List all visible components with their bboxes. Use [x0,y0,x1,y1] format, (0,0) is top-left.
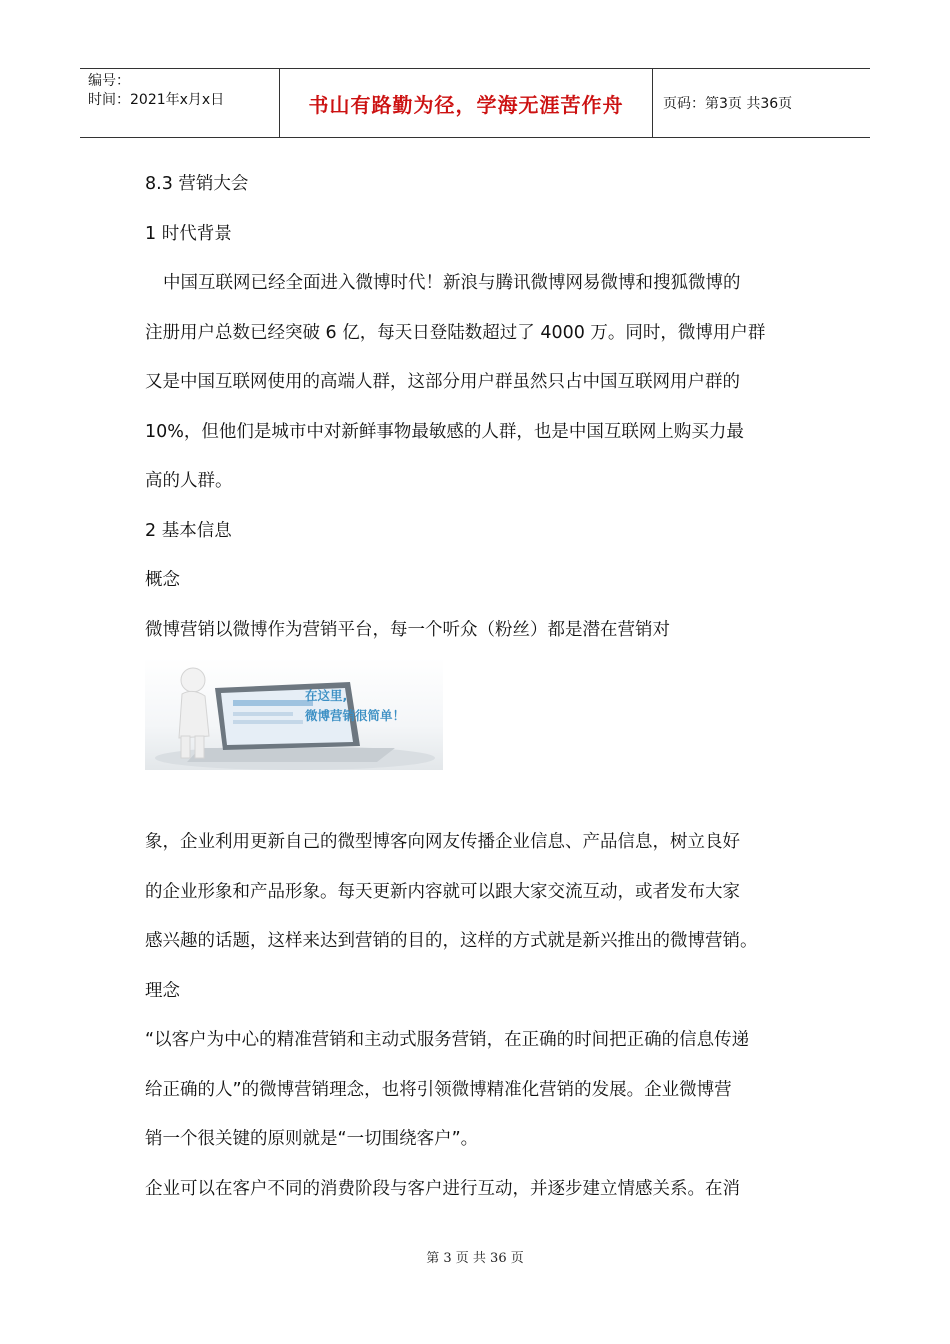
topic-label: 概念 [145,570,180,590]
page-header [80,68,870,138]
caption-line: 微博营销很简单！ [305,708,406,723]
header-motto: 书山有路勤为径，学海无涯苦作舟 [308,92,624,117]
paragraph-line: 感兴趣的话题，这样来达到营销的目的，这样的方式就是新兴推出的微博营销。 [145,931,758,951]
topic-label: 理念 [145,980,180,1001]
paragraph-line: 企业可以在客户不同的消费阶段与客户进行互动，并逐步建立情感关系。在消 [145,1178,740,1199]
paragraph-line: “以客户为中心的精准营销和主动式服务营销，在正确的时间把正确的信息传递 [145,1030,750,1050]
subsection-heading: 1 时代背景 [145,223,232,244]
subsection-heading: 2 基本信息 [145,520,232,541]
time-label: 时间：2021年x月x日 [88,92,225,108]
paragraph-line: 销一个很关键的原则就是“一切围绕客户”。 [145,1129,479,1149]
paragraph-line: 的企业形象和产品形象。每天更新内容就可以跟大家交流互动，或者发布大家 [145,881,740,902]
paragraph-line: 象，企业利用更新自己的微型博客向网友传播企业信息、产品信息，树立良好 [145,832,740,852]
paragraph-line: 又是中国互联网使用的高端人群，这部分用户群虽然只占中国互联网用户群的 [145,372,740,392]
header-page-info: 页码：第3页 共36页 [663,96,793,112]
paragraph-line: 给正确的人”的微博营销理念，也将引领微博精准化营销的发展。企业微博营 [145,1079,732,1100]
header-motto-cell [280,69,653,137]
page-footer: 第 3 页 共 36 页 [426,1251,524,1266]
paragraph-line: 高的人群。 [145,471,233,491]
paragraph-line: 中国互联网已经全面进入微博时代！新浪与腾讯微博网易微博和搜狐微博的 [163,273,741,293]
weibo-marketing-illustration [145,658,443,770]
paragraph-line: 10%，但他们是城市中对新鲜事物最敏感的人群，也是中国互联网上购买力最 [145,421,744,442]
header-meta [80,69,280,137]
caption-line: 在这里, [305,688,348,703]
paragraph-line: 微博营销以微博作为营销平台，每一个听众（粉丝）都是潜在营销对 [145,619,670,640]
section-heading: 8.3 营销大会 [145,174,249,194]
number-label: 编号： [88,73,130,89]
illustration-caption [305,686,405,726]
document-body [145,160,810,1214]
paragraph-line: 注册用户总数已经突破 6 亿，每天日登陆数超过了 4000 万。同时，微博用户群 [145,322,766,343]
